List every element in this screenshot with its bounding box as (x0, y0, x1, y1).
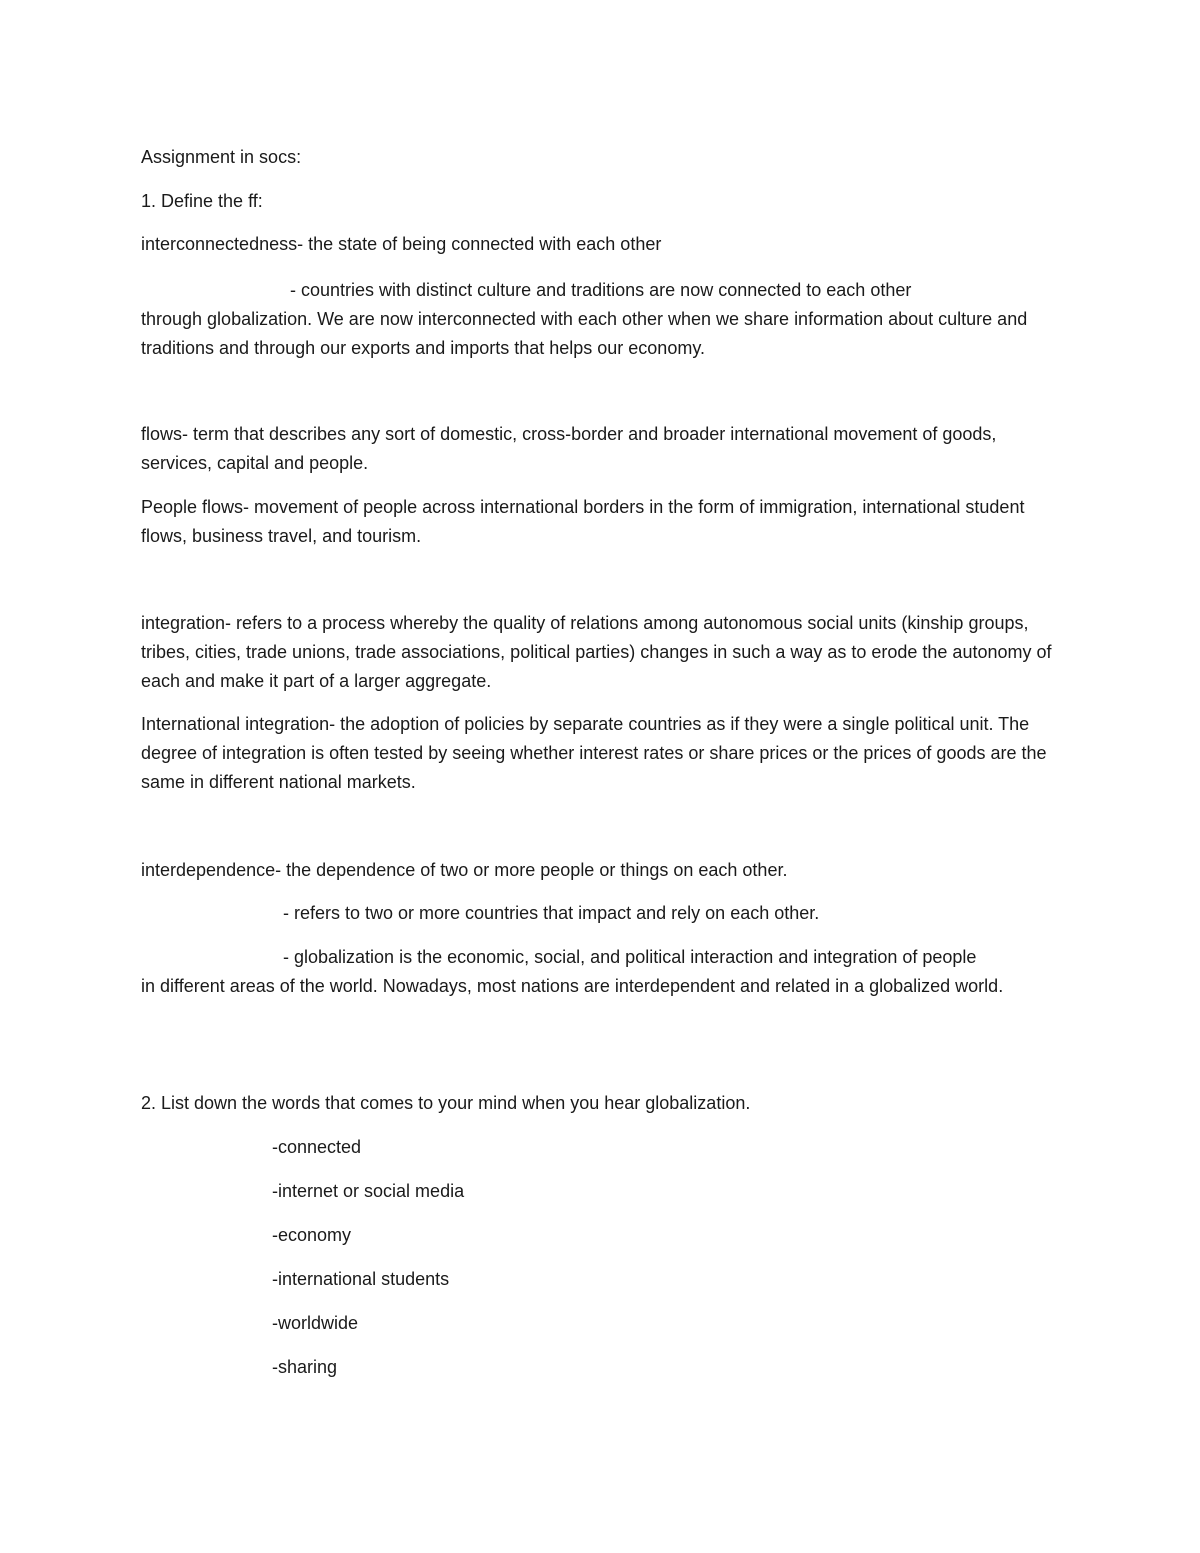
flows-definition: flows- term that describes any sort of domestic, cross-border and broader international movement of goods, services, capital and people. (141, 424, 997, 473)
interconnectedness-note-rest: through globalization. We are now interconnected with each other when we share information about culture and traditions and through our exports and imports that helps our economy. (141, 309, 1028, 358)
international-integration-definition: International integration- the adoption of policies by separate countries as if they were a single political unit. The degree of integration is often tested by seeing whether interest rates or share prices or the prices of goods are the same in different national markets. (141, 714, 1047, 792)
list-item: -worldwide (272, 1313, 359, 1333)
interconnectedness-note-start: - countries with distinct culture and traditions are now connected to each other (290, 280, 912, 300)
interdependence-definition: interdependence- the dependence of two or more people or things on each other. (141, 860, 788, 880)
interdependence-note-2-start: - globalization is the economic, social, and political interaction and integration of people (283, 947, 977, 967)
people-flows-definition: People flows- movement of people across international borders in the form of immigration, international student flows, business travel, and tourism. (141, 497, 1025, 546)
question-2: 2. List down the words that comes to your mind when you hear globalization. (141, 1093, 751, 1113)
list-item: -connected (272, 1137, 362, 1157)
integration-definition: integration- refers to a process whereby the quality of relations among autonomous social units (kinship groups, tribes, cities, trade unions, trade associations, political parties) changes in such a way as to erode the autonomy of each and make it part of a larger aggregate. (141, 613, 1052, 691)
list-item: -internet or social media (272, 1181, 465, 1201)
document-title: Assignment in socs: (141, 147, 302, 167)
list-item: -international students (272, 1269, 450, 1289)
list-item: -sharing (272, 1357, 338, 1377)
interconnectedness-definition: interconnectedness- the state of being connected with each other (141, 234, 662, 254)
interdependence-note-2-rest: in different areas of the world. Nowadays, most nations are interdependent and related in a globalized world. (141, 976, 1004, 996)
interdependence-note-1: - refers to two or more countries that impact and rely on each other. (283, 903, 820, 923)
question-1: 1. Define the ff: (141, 191, 263, 211)
list-item: -economy (272, 1225, 352, 1245)
